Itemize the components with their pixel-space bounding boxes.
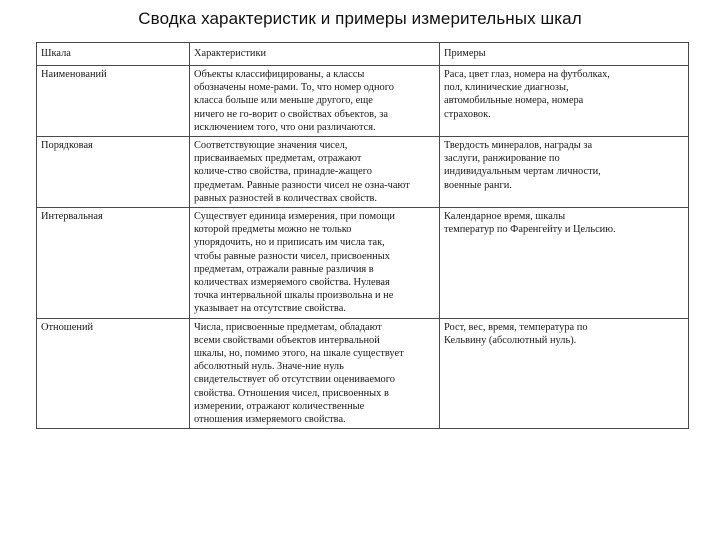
examples-text: Раса, цвет глаз, номера на футболках, пол, клинические диагнозы, автомобильные номера, номера страховок. (444, 69, 610, 120)
scale-name: Наименований (41, 69, 107, 80)
characteristics-cell (190, 208, 440, 319)
scale-name: Порядковая (41, 140, 93, 152)
scale-name-cell (37, 208, 190, 319)
characteristics-text: Существует единица измерения, при помощи которой предметы можно не только упорядочить, но и приписать им числа так, чтобы равные разности чисел, присвоенных предметам, отражали равные различия в количествах измеряемого свойства. Нулевая точка интервальной шкалы произвольна и не указывает на отсутствие свойства. (194, 211, 395, 315)
scale-name: Отношений (41, 321, 94, 333)
scale-name-cell (37, 66, 190, 137)
examples-cell (440, 66, 689, 137)
examples-text: Твердость минералов, награды за заслуги, ранжирование по индивидуальным чертам личности, военные ранги. (444, 140, 601, 191)
characteristics-text: Соответствующие значения чисел, присваиваемых предметам, отражают количе-ство свойства, принадле-жащего предметам. Равные разности чисел не озна-чают равных разностей в количествах свойств. (194, 140, 410, 204)
characteristics-cell (190, 66, 440, 137)
table-row (37, 318, 689, 429)
characteristics-text: Числа, присвоенные предметам, обладают всеми свойствами объектов интервальной шкалы, но, помимо этого, на шкале существует абсолютный нуль. Значе-ние нуль свидетельствует об отсутствии оцениваемого свойства. Отношения чисел, присвоенных в измерении, отражают количественные отношения измеряемого свойства. (194, 321, 404, 426)
table-header-row (37, 43, 689, 66)
scale-name: Интервальная (41, 211, 103, 223)
characteristics-cell (190, 318, 440, 429)
characteristics-text: Объекты классифицированы, а классы обозначены номе-рами. То, что номер одного класса больше или меньше другого, еще ничего не го-ворит о свойствах объектов, за исключением того, что они различаются. (194, 69, 394, 133)
examples-text: Календарное время, шкалы температур по Фаренгейту и Цельсию. (444, 211, 616, 236)
column-header-scale: Шкала (37, 43, 190, 66)
examples-cell (440, 137, 689, 208)
scale-name-cell (37, 318, 190, 429)
column-header-examples: Примеры (440, 43, 689, 66)
examples-cell (440, 208, 689, 319)
table-row (37, 208, 689, 319)
column-header-characteristics: Характеристики (190, 43, 440, 66)
scales-summary-table (36, 42, 689, 429)
examples-cell (440, 318, 689, 429)
scale-name-cell (37, 137, 190, 208)
examples-text: Рост, вес, время, температура по Кельвину (абсолютный нуль). (444, 321, 588, 346)
slide-title: Сводка характеристик и примеры измерительных шкал (138, 9, 582, 28)
table-row (37, 66, 689, 137)
table-row (37, 137, 689, 208)
characteristics-cell (190, 137, 440, 208)
